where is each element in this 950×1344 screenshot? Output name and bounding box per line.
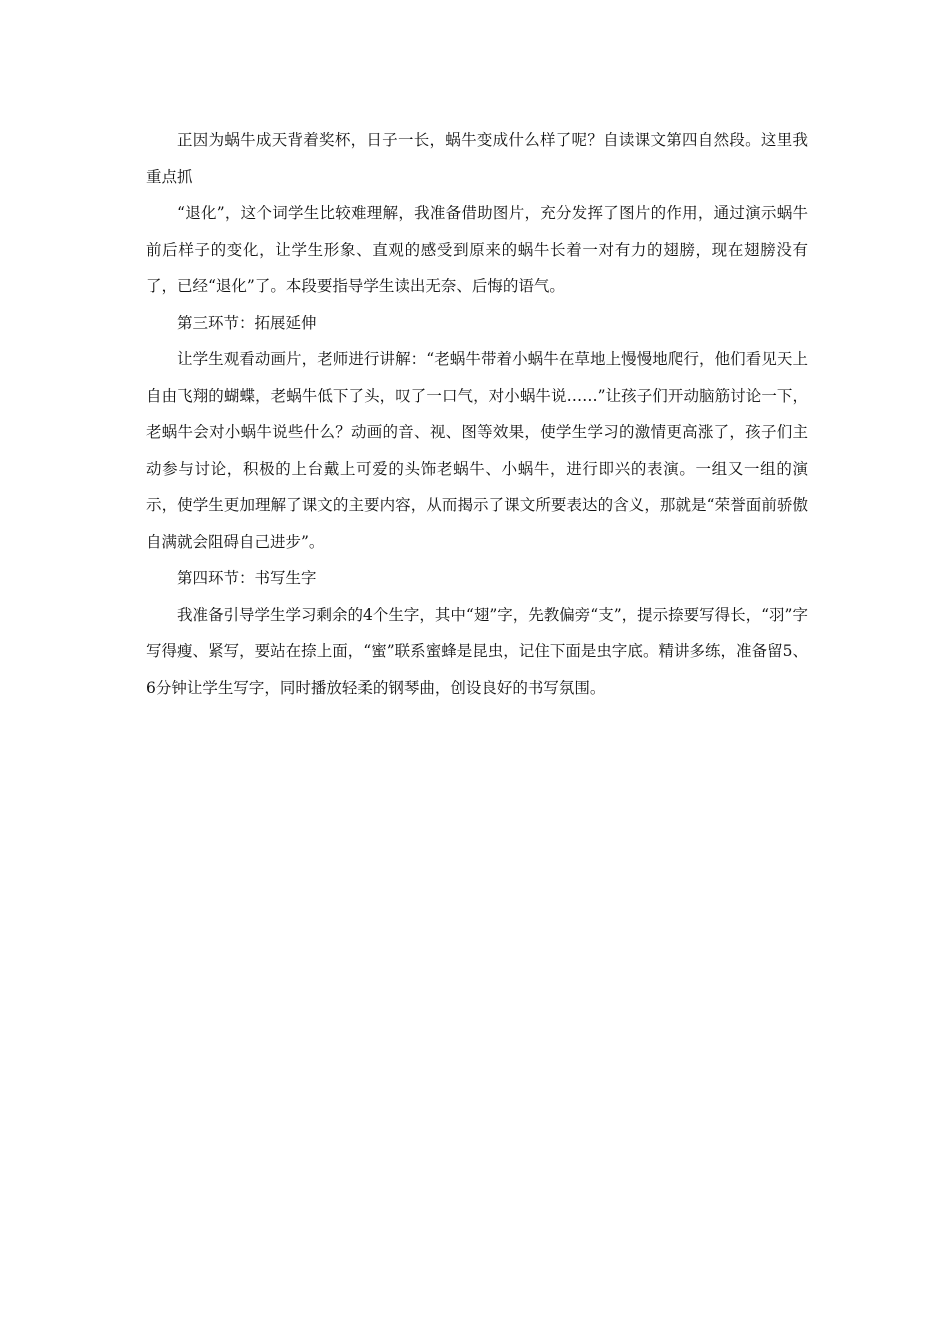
section-heading-writing: 第四环节：书写生字 [177, 569, 317, 587]
document-body [146, 122, 808, 706]
paragraph-snail-trophy: 正因为蜗牛成天背着奖杯，日子一长，蜗牛变成什么样了呢？自读课文第四自然段。这里我重点抓 [146, 131, 808, 186]
paragraph-degeneration: “退化”，这个词学生比较难理解，我准备借助图片，充分发挥了图片的作用，通过演示蜗牛前后样子的变化，让学生形象、直观的感受到原来的蜗牛长着一对有力的翅膀，现在翅膀没有了，已经“退化”了。本段要指导学生读出无奈、后悔的语气。 [146, 204, 808, 295]
paragraph-new-characters: 我准备引导学生学习剩余的4个生字，其中“翅”字，先教偏旁“支”，提示捺要写得长，“羽”字写得瘦、紧写，要站在捺上面，“蜜”联系蜜蜂是昆虫，记住下面是虫字底。精讲多练，准备留5、6分钟让学生写字，同时播放轻柔的钢琴曲，创设良好的书写氛围。 [146, 605, 808, 697]
paragraph-animation: 让学生观看动画片，老师进行讲解：“老蜗牛带着小蜗牛在草地上慢慢地爬行，他们看见天上自由飞翔的蝴蝶，老蜗牛低下了头，叹了一口气，对小蜗牛说……”让孩子们开动脑筋讨论一下，老蜗牛会对小蜗牛说些什么？动画的音、视、图等效果，使学生学习的激情更高涨了，孩子们主动参与讨论，积极的上台戴上可爱的头饰老蜗牛、小蜗牛，进行即兴的表演。一组又一组的演示，使学生更加理解了课文的主要内容，从而揭示了课文所要表达的含义，那就是“荣誉面前骄傲自满就会阻碍自己进步”。 [146, 350, 808, 551]
section-heading-extension: 第三环节：拓展延伸 [177, 313, 317, 332]
